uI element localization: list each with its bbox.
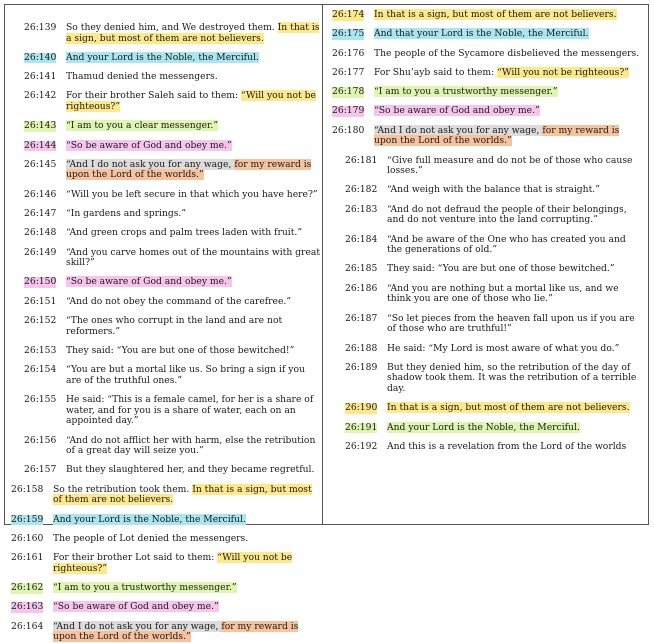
verse-text (66, 247, 320, 269)
verse-text (66, 120, 218, 131)
verse-number: 26:187 (345, 312, 378, 324)
verse-text (387, 402, 630, 413)
verse-phrase: And your Lord is the Noble, the Merciful. (53, 513, 246, 525)
verse-row (24, 72, 322, 83)
verse-number: 26:153 (24, 344, 57, 356)
verse-phrase: And your Lord is the Noble, the Merciful. (66, 51, 259, 63)
verse-number: 26:160 (11, 532, 44, 544)
verse-text (66, 464, 314, 475)
verse-text (374, 9, 617, 20)
verse-row (24, 53, 322, 64)
verse-number: 26:184 (345, 233, 378, 245)
verse-number: 26:186 (345, 282, 378, 294)
verse-number: 26:183 (345, 203, 378, 215)
verse-row (24, 346, 322, 357)
verse-row (24, 297, 322, 308)
verse-text (66, 394, 313, 426)
highlighted-phrase: “And I do not ask you for any wage, (53, 620, 222, 632)
verse-number: 26:176 (332, 47, 365, 59)
verse-phrase: “So let pieces from the heaven fall upon us if you are of those who are truthful!” (387, 312, 635, 335)
verse-phrase: So the retribution took them. (53, 483, 193, 495)
verse-text (66, 208, 186, 219)
verse-number: 26:146 (24, 188, 57, 200)
verse-phrase: “And do not afflict her with harm, else the retribution of a great day will seize you.” (66, 434, 316, 457)
verse-phrase: The people of Lot denied the messengers. (53, 532, 249, 544)
verse-phrase: “And be aware of the One who has created you and the generations of old.” (387, 233, 626, 256)
verse-text (66, 227, 302, 238)
verse-row (332, 49, 642, 60)
verse-text (66, 276, 232, 287)
verse-row (24, 190, 322, 201)
verse-number: 26:190 (345, 402, 378, 414)
verse-text (53, 514, 246, 525)
verse-number: 26:189 (345, 361, 378, 373)
verse-row (24, 465, 322, 476)
verse-number: 26:144 (24, 139, 57, 151)
verse-row (24, 277, 322, 288)
verse-number: 26:191 (345, 421, 378, 433)
verse-row (345, 205, 642, 226)
verse-text (374, 125, 619, 147)
verse-row (332, 126, 642, 147)
verse-row (24, 248, 322, 269)
verse-phrase: He said: “My Lord is most aware of what you do.” (387, 342, 620, 354)
verse-number: 26:147 (24, 208, 57, 220)
verse-text (66, 22, 319, 44)
verse-row (24, 91, 322, 112)
verse-number: 26:145 (24, 158, 57, 170)
highlighted-phrase: “And I do not ask you for any wage, (66, 158, 235, 170)
verse-phrase: “The ones who corrupt in the land and are not reformers.” (66, 315, 283, 337)
verse-row (345, 344, 642, 355)
verse-number: 26:157 (24, 464, 57, 476)
verse-phrase: “And you are nothing but a mortal like us, and we think you are one of those who lie.” (387, 282, 619, 305)
verse-number: 26:140 (24, 51, 57, 63)
verse-row (345, 264, 642, 275)
verse-text (66, 159, 311, 181)
verse-text (66, 315, 282, 337)
verse-row (24, 316, 322, 337)
verse-text (387, 263, 615, 274)
verse-text (387, 362, 636, 394)
verse-phrase: For their brother Lot said to them: (53, 552, 218, 564)
verse-row (24, 121, 322, 132)
highlighted-phrase: “Will you not be righteous?” (53, 552, 293, 574)
verse-phrase: “And you carve homes out of the mountains with great skill?” (66, 246, 321, 269)
verse-phrase: “In gardens and springs.” (66, 208, 187, 220)
verse-phrase: The people of the Sycamore disbelieved the messengers. (374, 47, 640, 59)
verse-row (11, 485, 322, 506)
verse-number: 26:181 (345, 154, 378, 166)
verse-text (374, 48, 639, 59)
verse-text (374, 28, 589, 39)
verse-row (345, 235, 642, 256)
verse-phrase: “So be aware of God and obey me.” (374, 105, 540, 117)
verse-number: 26:161 (11, 552, 44, 564)
verse-row (332, 68, 642, 79)
verse-text (387, 283, 619, 305)
verse-phrase: For their brother Saleh said to them: (66, 90, 242, 102)
verse-number: 26:182 (345, 184, 378, 196)
verse-row (332, 106, 642, 117)
verse-row (345, 423, 642, 434)
verse-number: 26:185 (345, 263, 378, 275)
verse-number: 26:188 (345, 342, 378, 354)
verse-row (345, 314, 642, 335)
verse-phrase: But they slaughtered her, and they became regretful. (66, 464, 315, 476)
verse-text (66, 90, 316, 112)
verse-text (374, 105, 540, 116)
verse-text (387, 441, 626, 452)
verse-text (53, 552, 292, 574)
verse-number: 26:142 (24, 90, 57, 102)
verse-text (387, 313, 635, 335)
highlighted-phrase: for my reward is upon the Lord of the worlds.” (53, 620, 299, 643)
verse-text (66, 71, 218, 82)
highlighted-phrase: In that is a sign, but most of them are not believers. (53, 483, 312, 506)
verse-number: 26:163 (11, 601, 44, 613)
verse-number: 26:141 (24, 71, 57, 83)
verse-number: 26:174 (332, 9, 365, 20)
verse-text (387, 204, 627, 226)
right-column (323, 5, 648, 524)
verse-phrase: “So be aware of God and obey me.” (66, 139, 232, 151)
verse-row (24, 209, 322, 220)
verse-text (387, 422, 580, 433)
verse-number: 26:143 (24, 120, 57, 132)
verse-row (24, 395, 322, 427)
verse-text (374, 67, 629, 78)
verse-row (24, 228, 322, 239)
verse-row (332, 29, 642, 40)
verse-phrase: For Shu’ayb said to them: (374, 66, 498, 78)
verse-row (345, 440, 642, 452)
verse-number: 26:149 (24, 246, 57, 258)
verse-row (345, 363, 642, 395)
verse-number: 26:175 (332, 28, 365, 40)
highlighted-phrase: “Will you not be righteous?” (497, 66, 629, 78)
verse-text (53, 621, 298, 643)
verse-row (11, 602, 322, 613)
verse-phrase: “And do not defraud the people of their belongings, and do not venture into the land corrupting.” (387, 203, 627, 226)
verse-phrase: In that is a sign, but most of them are not believers. (387, 402, 630, 414)
verse-phrase: And this is a revelation from the Lord of the worlds (387, 440, 627, 452)
verse-phrase: But they denied him, so the retribution of the day of shadow took them. It was the retribution of a terrible day. (387, 361, 637, 394)
verse-phrase: “So be aware of God and obey me.” (53, 601, 219, 613)
verse-phrase: And that your Lord is the Noble, the Merciful. (374, 28, 589, 40)
verse-text (66, 345, 294, 356)
verse-row (11, 622, 322, 643)
verse-number: 26:159 (11, 513, 44, 525)
verse-phrase: “I am to you a trustworthy messenger.” (374, 86, 558, 98)
verse-phrase: He said: “This is a female camel, for her is a share of water, and for you is a share of water, each on an appointed day.” (66, 394, 314, 427)
verse-row (11, 553, 322, 574)
verse-number: 26:192 (345, 440, 378, 452)
document-page (4, 4, 649, 643)
verse-row (11, 515, 322, 526)
verse-row (345, 403, 642, 414)
verse-phrase: And your Lord is the Noble, the Merciful. (387, 421, 580, 433)
verse-phrase: “And weigh with the balance that is straight.” (387, 184, 600, 196)
verse-number: 26:180 (332, 124, 365, 136)
verse-row (24, 160, 322, 181)
verse-row (11, 583, 322, 594)
verse-phrase: “Will you be left secure in that which you have here?” (66, 188, 318, 200)
verse-phrase: “I am to you a trustworthy messenger.” (53, 582, 237, 593)
verse-number: 26:156 (24, 434, 57, 446)
verse-text (53, 601, 219, 612)
verse-number: 26:152 (24, 315, 57, 327)
verse-text (53, 582, 237, 593)
verse-row (24, 23, 322, 44)
verse-row (345, 185, 642, 196)
verse-number: 26:139 (24, 22, 57, 33)
verse-number: 26:177 (332, 66, 365, 78)
highlighted-phrase: for my reward is upon the Lord of the worlds.” (66, 158, 312, 181)
verse-text (387, 234, 626, 256)
verse-phrase: “And green crops and palm trees laden with fruit.” (66, 227, 303, 239)
verse-phrase: Thamud denied the messengers. (66, 71, 218, 83)
verse-row (24, 365, 322, 386)
verse-row (332, 10, 642, 21)
verse-text (66, 52, 259, 63)
verse-text (66, 140, 232, 151)
verse-phrase: “You are but a mortal like us. So bring a sign if you are of the truthful ones.” (66, 364, 305, 386)
verse-number: 26:154 (24, 364, 57, 376)
verse-text (66, 435, 315, 457)
verse-number: 26:150 (24, 276, 57, 288)
verse-number: 26:162 (11, 582, 44, 593)
highlighted-phrase: for my reward is upon the Lord of the worlds.” (374, 124, 620, 147)
verse-phrase: “So be aware of God and obey me.” (66, 276, 232, 288)
highlighted-phrase: “And I do not ask you for any wage, (374, 124, 543, 136)
verse-number: 26:158 (11, 483, 44, 495)
verse-number: 26:179 (332, 105, 365, 117)
verse-text (53, 484, 312, 506)
verse-phrase: “Give full measure and do not be of those who cause losses.” (387, 154, 633, 177)
verse-phrase: They said: “You are but one of those bewitched.” (387, 263, 615, 275)
highlighted-phrase: In that is a sign, but most of them are not believers. (66, 22, 320, 44)
verse-number: 26:164 (11, 620, 44, 632)
verse-phrase: They said: “You are but one of those bewitched!” (66, 344, 295, 356)
verse-number: 26:151 (24, 295, 57, 307)
verse-row (24, 141, 322, 152)
verse-row (332, 87, 642, 98)
verse-row (24, 436, 322, 457)
highlighted-phrase: “Will you not be righteous?” (66, 90, 316, 113)
verse-number: 26:148 (24, 227, 57, 239)
verse-row (345, 284, 642, 305)
verse-text (387, 343, 619, 354)
verse-text (387, 155, 632, 177)
verse-phrase: In that is a sign, but most of them are not believers. (374, 9, 617, 20)
verse-row (11, 534, 322, 545)
verse-phrase: “And do not obey the command of the carefree.” (66, 295, 292, 307)
verse-text (374, 86, 558, 97)
verse-row (345, 156, 642, 177)
verse-number: 26:155 (24, 394, 57, 406)
verse-text (53, 533, 248, 544)
verse-text (387, 184, 600, 195)
verse-number: 26:178 (332, 86, 365, 98)
verse-text (66, 189, 318, 200)
verse-phrase: So they denied him, and We destroyed them. (66, 22, 278, 33)
verse-text (66, 296, 291, 307)
verse-text (66, 364, 305, 386)
verse-phrase: “I am to you a clear messenger.” (66, 120, 219, 132)
left-column (5, 5, 323, 643)
